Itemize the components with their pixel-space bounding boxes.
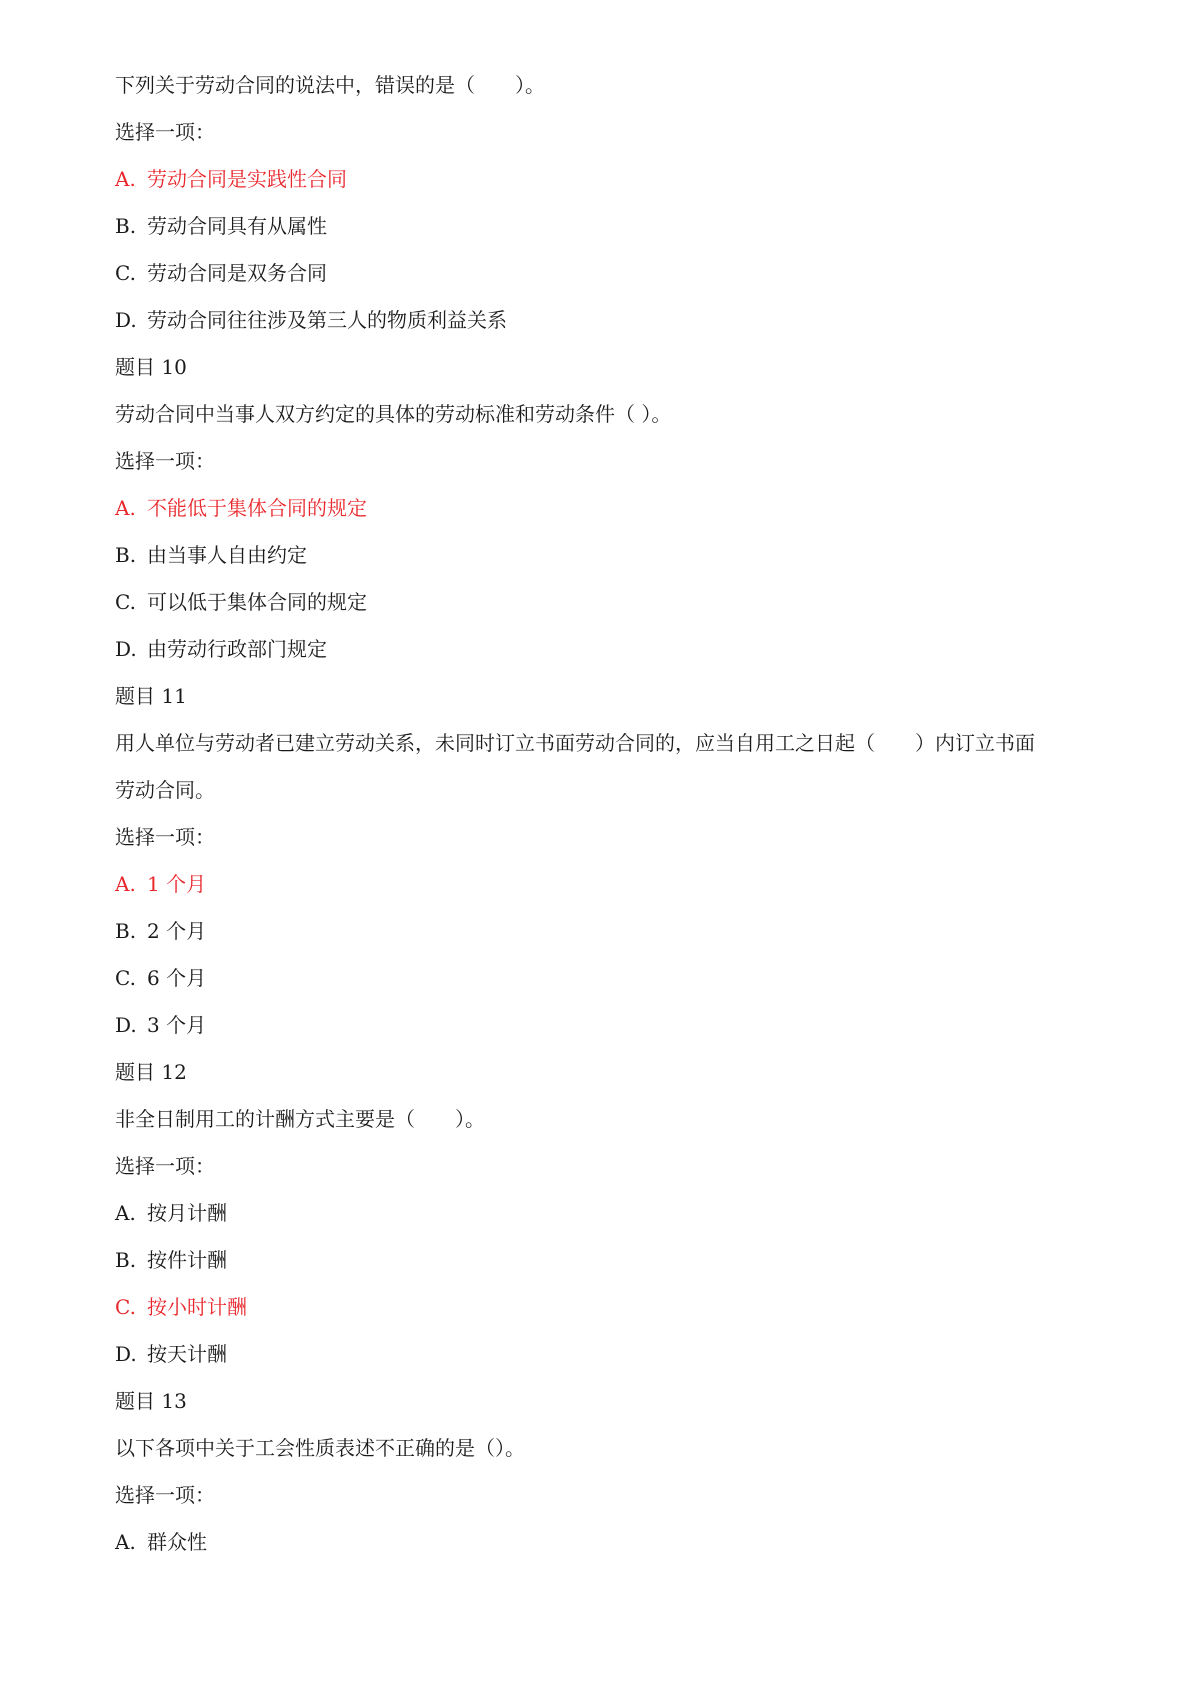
- option-letter: A.: [115, 1530, 136, 1554]
- question-stem: 下列关于劳动合同的说法中，错误的是（ ）。: [115, 73, 545, 97]
- option-d: [115, 626, 1095, 673]
- option-text: 6 个月: [147, 966, 207, 990]
- option-a: [115, 861, 1095, 908]
- option-letter: C.: [115, 261, 136, 285]
- option-text: 群众性: [147, 1530, 207, 1554]
- option-text: 按天计酬: [147, 1342, 227, 1366]
- question-stem-line1: 用人单位与劳动者已建立劳动关系，未同时订立书面劳动合同的，应当自用工之日起（ ）内订立书面: [115, 731, 1035, 755]
- option-text: 按小时计酬: [147, 1295, 247, 1319]
- option-text: 3 个月: [147, 1013, 207, 1037]
- option-text: 劳动合同是实践性合同: [147, 167, 347, 191]
- option-text: 劳动合同往往涉及第三人的物质利益关系: [147, 308, 507, 332]
- question-stem-line2: 劳动合同。: [115, 778, 215, 802]
- question-title: 题目 11: [115, 684, 187, 708]
- option-letter: A.: [115, 167, 136, 191]
- option-b: [115, 1237, 1095, 1284]
- option-text: 由当事人自由约定: [147, 543, 307, 567]
- select-prompt: 选择一项：: [115, 1154, 215, 1178]
- question-stem: 劳动合同中当事人双方约定的具体的劳动标准和劳动条件（ ）。: [115, 402, 672, 426]
- option-letter: B.: [115, 543, 137, 567]
- option-a: [115, 1519, 1095, 1566]
- option-text: 1 个月: [147, 872, 207, 896]
- option-letter: A.: [115, 1201, 136, 1225]
- option-b: [115, 908, 1095, 955]
- question-stem: 以下各项中关于工会性质表述不正确的是（）。: [115, 1436, 525, 1460]
- question-title: 题目 13: [115, 1389, 187, 1413]
- option-c: [115, 579, 1095, 626]
- select-prompt: 选择一项：: [115, 825, 215, 849]
- option-letter: C.: [115, 1295, 136, 1319]
- option-letter: B.: [115, 919, 137, 943]
- option-text: 劳动合同是双务合同: [147, 261, 327, 285]
- option-d: [115, 1331, 1095, 1378]
- option-text: 按件计酬: [147, 1248, 227, 1272]
- option-letter: B.: [115, 214, 137, 238]
- option-c: [115, 1284, 1095, 1331]
- option-text: 由劳动行政部门规定: [147, 637, 327, 661]
- select-prompt: 选择一项：: [115, 1483, 215, 1507]
- option-b: [115, 203, 1095, 250]
- option-text: 按月计酬: [147, 1201, 227, 1225]
- option-letter: D.: [115, 637, 137, 661]
- option-letter: D.: [115, 1342, 137, 1366]
- option-d: [115, 1002, 1095, 1049]
- option-a: [115, 156, 1095, 203]
- option-a: [115, 1190, 1095, 1237]
- option-text: 劳动合同具有从属性: [147, 214, 327, 238]
- option-letter: D.: [115, 1013, 137, 1037]
- option-letter: A.: [115, 872, 136, 896]
- option-text: 可以低于集体合同的规定: [147, 590, 367, 614]
- option-text: 不能低于集体合同的规定: [147, 496, 367, 520]
- document-page: [115, 62, 1095, 1566]
- question-stem: 非全日制用工的计酬方式主要是（ ）。: [115, 1107, 485, 1131]
- option-c: [115, 955, 1095, 1002]
- option-letter: B.: [115, 1248, 137, 1272]
- select-prompt: 选择一项：: [115, 120, 215, 144]
- option-b: [115, 532, 1095, 579]
- select-prompt: 选择一项：: [115, 449, 215, 473]
- option-a: [115, 485, 1095, 532]
- option-letter: D.: [115, 308, 137, 332]
- option-c: [115, 250, 1095, 297]
- option-text: 2 个月: [147, 919, 207, 943]
- question-title: 题目 10: [115, 355, 187, 379]
- question-title: 题目 12: [115, 1060, 187, 1084]
- option-letter: C.: [115, 966, 136, 990]
- option-letter: A.: [115, 496, 136, 520]
- option-letter: C.: [115, 590, 136, 614]
- option-d: [115, 297, 1095, 344]
